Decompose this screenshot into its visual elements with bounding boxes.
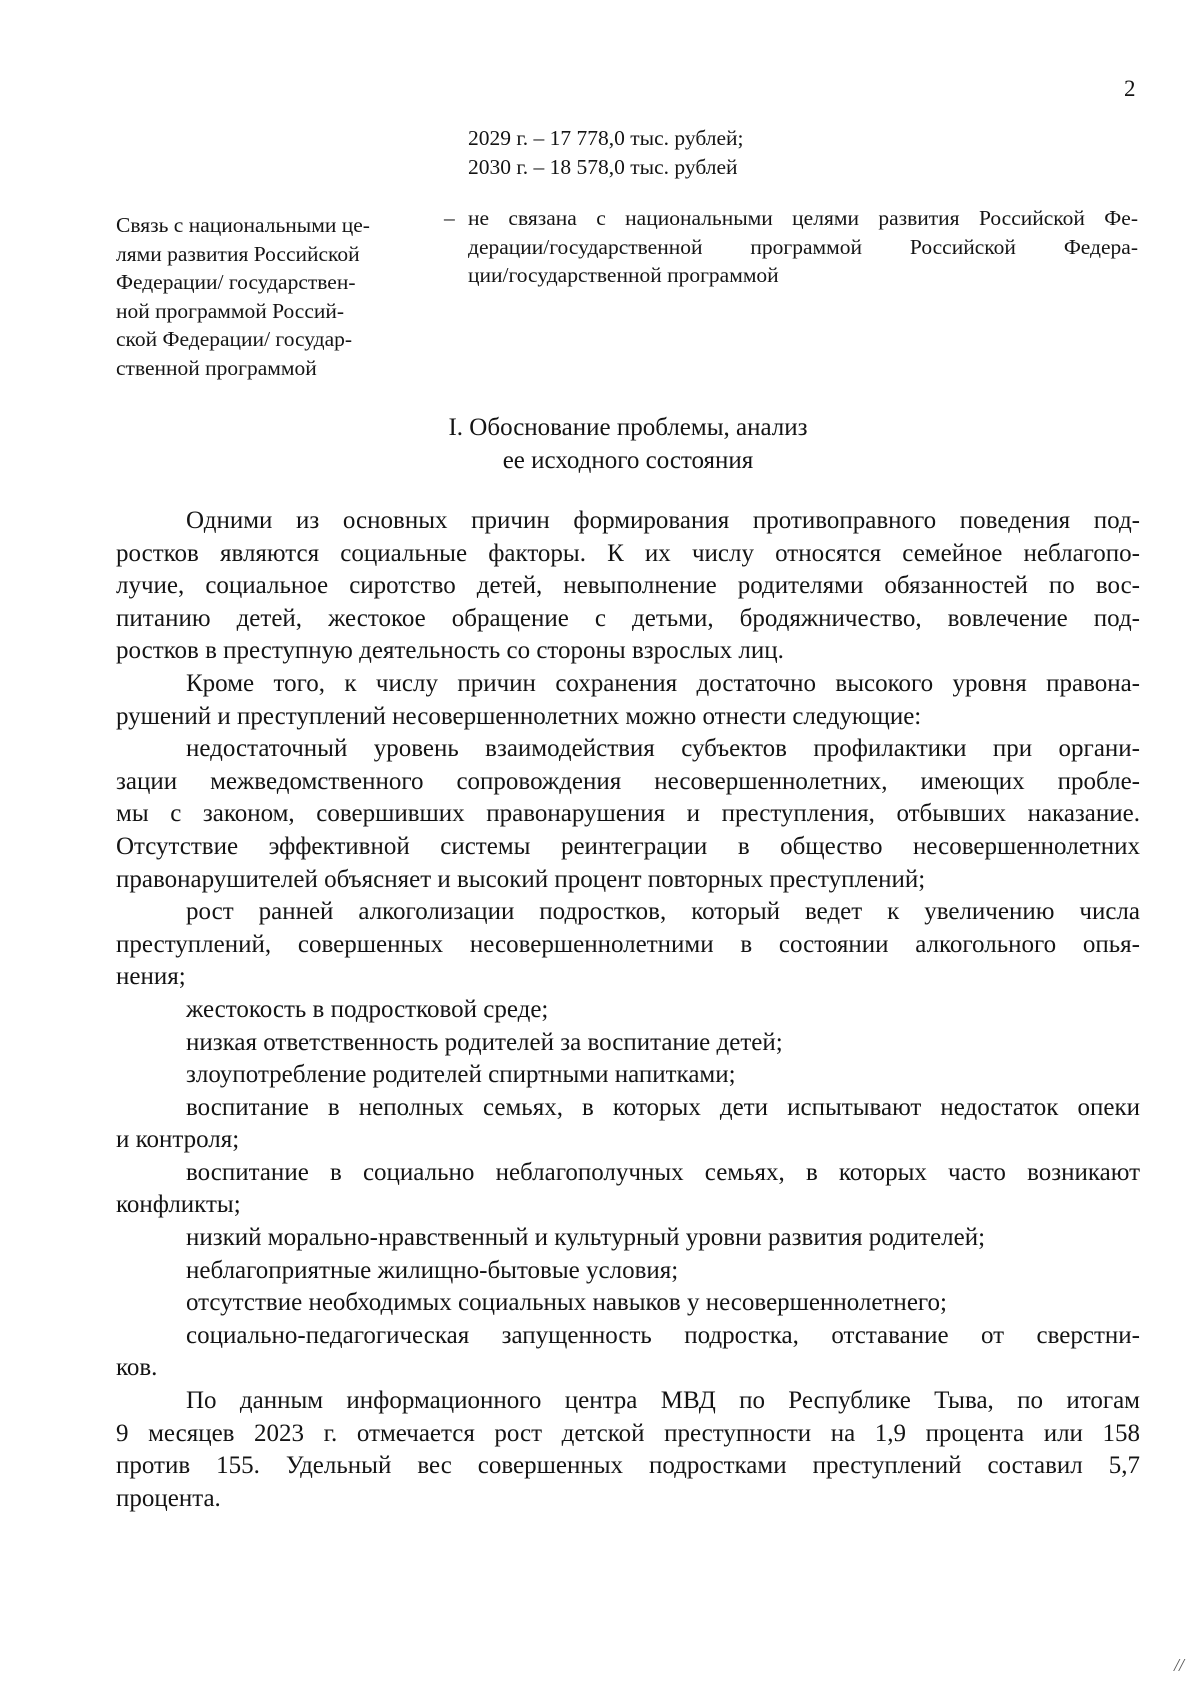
page-number: 2	[1124, 76, 1136, 101]
text-line: Отсутствие эффективной системы реинтеграции в общество несовершеннолетних	[116, 832, 1140, 860]
value-line: ции/государственной программой	[468, 263, 779, 288]
text-line: мы с законом, совершивших правонарушения и преступления, отбывших наказание.	[116, 800, 1140, 828]
text-line: конфликты;	[116, 1191, 241, 1219]
text-line: лучие, социальное сиротство детей, невыполнение родителями обязанностей по вос-	[116, 572, 1140, 600]
label-line: ственной программой	[116, 355, 317, 380]
value-line: не связана с национальными целями развития Российской Фе-	[468, 206, 1138, 230]
text-line: процента.	[116, 1484, 221, 1512]
text-line: рушений и преступлений несовершеннолетних можно отнести следующие:	[116, 702, 922, 730]
text-line: недостаточный уровень взаимодействия субъектов профилактики при органи-	[186, 735, 1140, 763]
national-goals-link-label	[116, 211, 406, 383]
label-line: Связь с национальными це-	[116, 213, 370, 237]
text-line: рост ранней алкоголизации подростков, который ведет к увеличению числа	[186, 898, 1140, 926]
text-line: 9 месяцев 2023 г. отмечается рост детской преступности на 1,9 процента или 158	[116, 1419, 1140, 1447]
text-line: питанию детей, жестокое обращение с детьми, бродяжничество, вовлечение под-	[116, 604, 1140, 632]
text-line: и контроля;	[116, 1126, 240, 1154]
section-body	[116, 505, 1140, 1515]
text-line: низкий морально-нравственный и культурный уровни развития родителей;	[186, 1224, 986, 1252]
text-line: ростков в преступную деятельность со стороны взрослых лиц.	[116, 637, 784, 665]
heading-line: ее исходного состояния	[502, 447, 754, 474]
text-line: социально-педагогическая запущенность подростка, отставание от сверстни-	[186, 1321, 1140, 1349]
label-line: ной программой Россий-	[116, 298, 345, 323]
text-line: неблагоприятные жилищно-бытовые условия;	[186, 1256, 679, 1284]
dash-separator: –	[444, 206, 455, 230]
funding-amounts	[468, 124, 744, 182]
text-line: воспитание в социально неблагополучных семьях, в которых часто возникают	[186, 1158, 1140, 1186]
text-line: воспитание в неполных семьях, в которых дети испытывают недостаток опеки	[186, 1093, 1140, 1121]
text-line: ков.	[116, 1354, 158, 1382]
text-line: Одними из основных причин формирования противоправного поведения под-	[186, 507, 1140, 534]
text-line: По данным информационного центра МВД по Республике Тыва, по итогам	[186, 1387, 1140, 1415]
national-goals-link-value	[444, 204, 1138, 290]
text-line: нения;	[116, 963, 186, 991]
text-line: злоупотребление родителей спиртными напитками;	[186, 1061, 736, 1089]
text-line: зации межведомственного сопровождения несовершеннолетних, имеющих пробле-	[116, 767, 1140, 795]
text-line: отсутствие необходимых социальных навыков у несовершеннолетнего;	[186, 1289, 947, 1317]
text-line: преступлений, совершенных несовершеннолетними в состоянии алкогольного опья-	[116, 930, 1140, 958]
text-line: низкая ответственность родителей за воспитание детей;	[186, 1028, 783, 1056]
funding-line: 2030 г. – 18 578,0 тыс. рублей	[468, 155, 738, 179]
text-line: против 155. Удельный вес совершенных подростками преступлений составил 5,7	[116, 1452, 1140, 1480]
text-line: ростков являются социальные факторы. К их числу относятся семейное неблагопо-	[116, 539, 1140, 567]
value-line: дерации/государственной программой Российской Федера-	[468, 234, 1138, 259]
scan-mark-icon: //	[1174, 1655, 1185, 1675]
text-line: Кроме того, к числу причин сохранения достаточно высокого уровня правона-	[186, 669, 1140, 697]
section-heading	[0, 411, 1200, 477]
text-line: жестокость в подростковой среде;	[186, 995, 549, 1023]
label-line: ской Федерации/ государ-	[116, 327, 353, 352]
label-line: Федерации/ государствен-	[116, 270, 356, 295]
label-line: лями развития Российской	[116, 241, 360, 266]
heading-line: I. Обоснование проблемы, анализ	[448, 414, 808, 441]
funding-line: 2029 г. – 17 778,0 тыс. рублей;	[468, 126, 744, 150]
text-line: правонарушителей объясняет и высокий процент повторных преступлений;	[116, 865, 926, 893]
